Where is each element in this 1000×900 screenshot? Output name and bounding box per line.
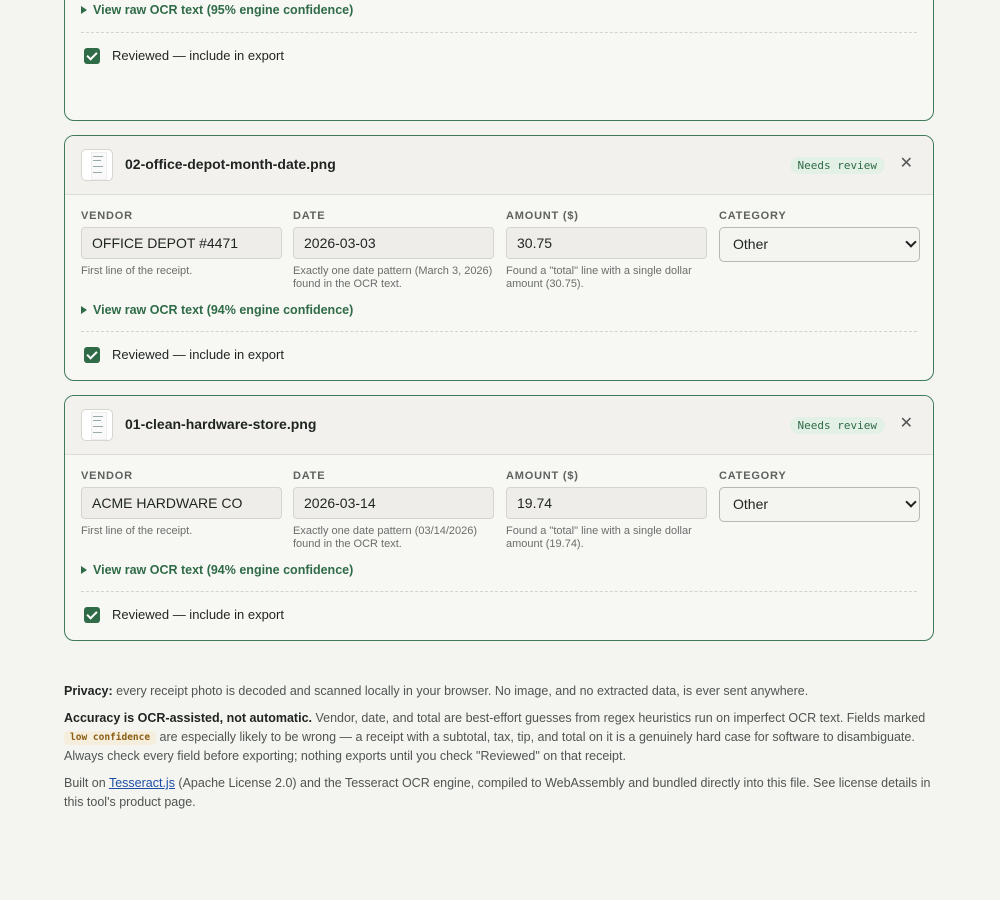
reviewed-label: Reviewed — include in export: [112, 347, 284, 363]
disclosure-triangle-icon: [81, 306, 87, 314]
date-input[interactable]: 2026-03-03: [293, 227, 494, 259]
vendor-input[interactable]: ACME HARDWARE CO: [81, 487, 282, 519]
privacy-title: Privacy:: [64, 684, 113, 698]
amount-label: AMOUNT ($): [506, 210, 579, 222]
vendor-input[interactable]: OFFICE DEPOT #4471: [81, 227, 282, 259]
category-label: CATEGORY: [719, 210, 787, 222]
vendor-hint: First line of the receipt.: [81, 525, 193, 537]
category-value: Other: [733, 496, 769, 512]
date-label: DATE: [293, 470, 326, 482]
ocr-toggle-label: View raw OCR text (94% engine confidence): [93, 303, 354, 317]
receipt-card-header: [65, 396, 933, 455]
date-label: DATE: [293, 210, 326, 222]
category-label: CATEGORY: [719, 470, 787, 482]
built-suffix: (Apache License 2.0) and the Tesseract OCR engine, compiled to WebAssembly and bundled directly into this file. See license details in this tool's product page.: [64, 776, 931, 809]
category-value: Other: [733, 236, 769, 252]
amount-hint: Found a "total" line with a single dollar amount (19.74).: [506, 525, 692, 550]
reviewed-row: [84, 346, 284, 363]
amount-input[interactable]: 30.75: [506, 227, 707, 259]
ocr-toggle-label: View raw OCR text (94% engine confidence): [93, 563, 354, 577]
reviewed-row: [84, 606, 284, 623]
low-confidence-badge: low confidence: [64, 731, 156, 745]
chevron-down-icon: [905, 236, 916, 247]
disclosure-triangle-icon: [81, 6, 87, 14]
ocr-text-toggle[interactable]: [81, 303, 353, 317]
accuracy-title: Accuracy is OCR-assisted, not automatic.: [64, 711, 312, 725]
receipt-filename: 01-clean-hardware-store.png: [125, 416, 317, 432]
receipt-card: [64, 395, 934, 641]
amount-input[interactable]: 19.74: [506, 487, 707, 519]
privacy-text: every receipt photo is decoded and scanned locally in your browser. No image, and no extracted data, is ever sent anywhere.: [112, 684, 809, 698]
chevron-down-icon: [905, 496, 916, 507]
amount-label: AMOUNT ($): [506, 470, 579, 482]
status-badge: Needs review: [790, 417, 885, 434]
divider: [81, 591, 917, 592]
accuracy-text-2: are especially likely to be wrong — a receipt with a subtotal, tax, tip, and total on it is a genuinely hard case for software to disambiguate. Always check every field before exporting; nothing exports until you check "Reviewed" on that receipt.: [64, 730, 915, 763]
vendor-hint: First line of the receipt.: [81, 265, 193, 277]
reviewed-row: [84, 47, 284, 64]
footer-notes: [64, 682, 936, 820]
close-icon[interactable]: ✕: [899, 415, 913, 432]
receipt-card-header: [65, 136, 933, 195]
ocr-toggle-label: View raw OCR text (95% engine confidence): [93, 3, 354, 17]
date-input[interactable]: 2026-03-14: [293, 487, 494, 519]
tesseract-link[interactable]: Tesseract.js: [108, 776, 175, 790]
vendor-label: VENDOR: [81, 210, 133, 222]
date-hint: Exactly one date pattern (March 3, 2026) found in the OCR text.: [293, 265, 493, 290]
reviewed-checkbox[interactable]: [84, 48, 100, 64]
amount-hint: Found a "total" line with a single dollar amount (30.75).: [506, 265, 692, 290]
receipt-thumbnail-icon: [81, 409, 113, 441]
divider: [81, 32, 917, 33]
privacy-note: [64, 682, 936, 701]
accuracy-note: [64, 709, 936, 766]
credits-note: [64, 774, 936, 812]
close-icon[interactable]: ✕: [899, 155, 913, 172]
reviewed-checkbox[interactable]: [84, 607, 100, 623]
disclosure-triangle-icon: [81, 566, 87, 574]
reviewed-label: Reviewed — include in export: [112, 48, 284, 64]
status-badge: Needs review: [790, 157, 885, 174]
receipt-card: [64, 135, 934, 381]
receipt-card: [64, 0, 934, 121]
receipt-filename: 02-office-depot-month-date.png: [125, 156, 336, 172]
reviewed-label: Reviewed — include in export: [112, 607, 284, 623]
category-select[interactable]: [719, 487, 920, 522]
receipt-thumbnail-icon: [81, 149, 113, 181]
ocr-text-toggle[interactable]: [81, 563, 353, 577]
divider: [81, 331, 917, 332]
vendor-label: VENDOR: [81, 470, 133, 482]
built-prefix: Built on: [64, 776, 109, 790]
date-hint: Exactly one date pattern (03/14/2026) found in the OCR text.: [293, 525, 478, 550]
ocr-text-toggle[interactable]: [81, 3, 353, 17]
category-select[interactable]: [719, 227, 920, 262]
reviewed-checkbox[interactable]: [84, 347, 100, 363]
accuracy-text-1: Vendor, date, and total are best-effort guesses from regex heuristics run on imperfect OCR text. Fields marked: [312, 711, 926, 725]
